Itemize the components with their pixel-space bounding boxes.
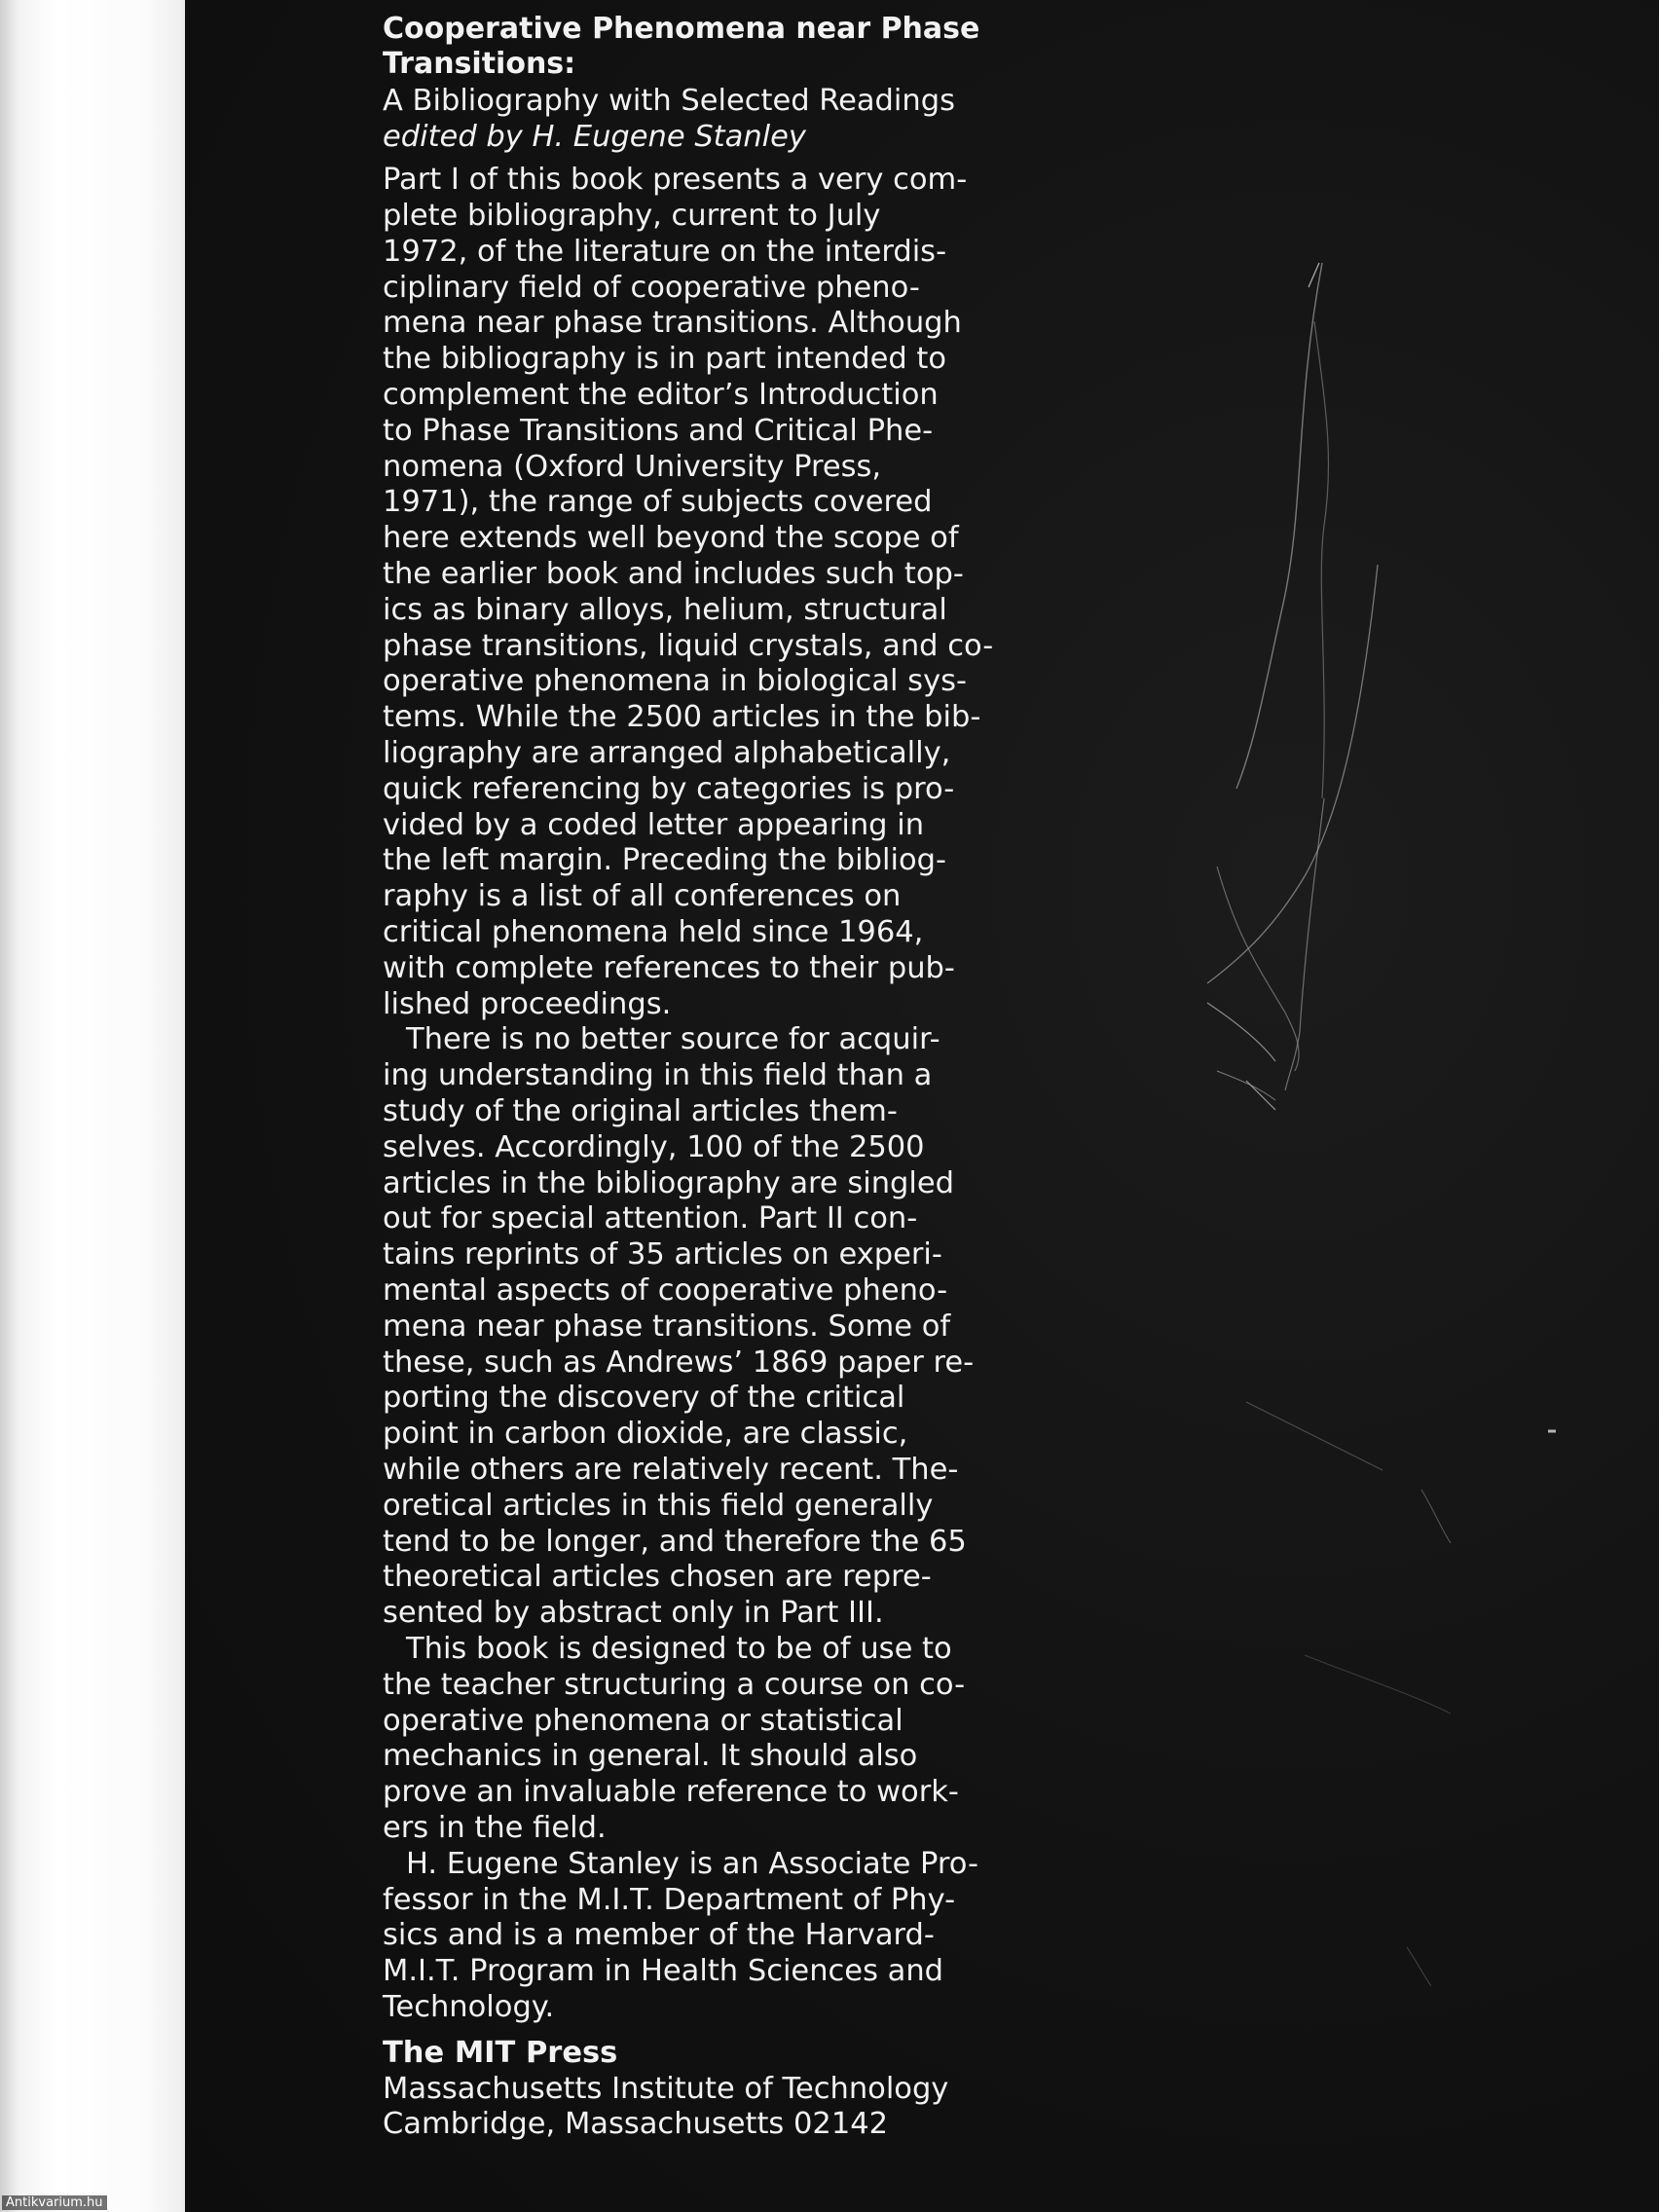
book-editor: edited by H. Eugene Stanley [383, 119, 806, 154]
publisher-address-line: Massachusetts Institute of Technology [383, 2071, 949, 2106]
publisher-block [383, 2036, 986, 2143]
publisher-name: The MIT Press [383, 2035, 618, 2070]
description-paragraph [383, 163, 994, 1022]
text-line: to Phase Transitions and Critical Phe- [383, 413, 934, 448]
text-line: the teacher structuring a course on co- [383, 1667, 966, 1702]
text-line: nomena (Oxford University Press, [383, 449, 882, 484]
text-line: ics as binary alloys, helium, structural [383, 592, 947, 627]
text-line: lished proceedings. [383, 986, 672, 1021]
text-line: H. Eugene Stanley is an Associate Pro- [406, 1846, 979, 1881]
text-line: selves. Accordingly, 100 of the 2500 [383, 1129, 925, 1164]
description-paragraph [383, 1022, 986, 1632]
text-line: prove an invaluable reference to work- [383, 1775, 959, 1810]
text-line: study of the original articles them- [383, 1094, 898, 1129]
text-line: ers in the field. [383, 1810, 607, 1845]
text-line: tems. While the 2500 articles in the bib- [383, 700, 981, 735]
text-line: the bibliography is in part intended to [383, 342, 947, 377]
text-line: out for special attention. Part II con- [383, 1201, 918, 1236]
publisher-address-line: Cambridge, Massachusetts 02142 [383, 2107, 889, 2142]
text-line: operative phenomena or statistical [383, 1703, 903, 1738]
text-line: mena near phase transitions. Some of [383, 1309, 951, 1344]
text-line: with complete references to their pub- [383, 950, 955, 985]
text-line: porting the discovery of the critical [383, 1381, 905, 1416]
text-line: quick referencing by categories is pro- [383, 771, 955, 806]
text-line: M.I.T. Program in Health Sciences and [383, 1954, 944, 1989]
text-line: these, such as Andrews’ 1869 paper re- [383, 1345, 975, 1380]
text-line: Part I of this book presents a very com- [383, 163, 968, 198]
text-line: mechanics in general. It should also [383, 1739, 918, 1774]
text-line: Technology. [383, 1989, 555, 2024]
book-title [383, 12, 986, 82]
text-line: articles in the bibliography are singled [383, 1165, 955, 1200]
text-line: complement the editor’s Introduction [383, 378, 939, 413]
author-bio-paragraph [383, 1847, 986, 2026]
text-line: There is no better source for acquir- [406, 1022, 940, 1057]
text-line: ciplinary field of cooperative pheno- [383, 270, 920, 305]
text-line: liography are arranged alphabetically, [383, 736, 951, 771]
back-cover-text [383, 12, 994, 2143]
page-spine [0, 0, 214, 2212]
text-line: oretical articles in this field generally [383, 1488, 934, 1523]
text-line: fessor in the M.I.T. Department of Phy- [383, 1882, 956, 1917]
text-line: the left margin. Preceding the bibliog- [383, 843, 946, 878]
text-line: here extends well beyond the scope of [383, 521, 959, 556]
text-line: 1971), the range of subjects covered [383, 485, 933, 520]
text-line: ing understanding in this field than a [383, 1058, 933, 1093]
text-line: the earlier book and includes such top- [383, 557, 964, 592]
text-line: phase transitions, liquid crystals, and co- [383, 628, 994, 663]
text-line: tains reprints of 35 articles on experi- [383, 1237, 942, 1272]
text-line: sented by abstract only in Part III. [383, 1596, 884, 1631]
text-line: operative phenomena in biological sys- [383, 664, 968, 699]
text-line: point in carbon dioxide, are classic, [383, 1417, 908, 1452]
title-line: Transitions: [383, 47, 576, 81]
text-line: tend to be longer, and therefore the 65 [383, 1524, 967, 1559]
text-line: critical phenomena held since 1964, [383, 915, 924, 950]
text-line: plete bibliography, current to July [383, 199, 881, 234]
text-line: theoretical articles chosen are repre- [383, 1560, 932, 1595]
text-line: while others are relatively recent. The- [383, 1452, 959, 1487]
book-subtitle: A Bibliography with Selected Readings [383, 84, 955, 118]
text-line: mental aspects of cooperative pheno- [383, 1273, 948, 1308]
text-line: sics and is a member of the Harvard- [383, 1918, 935, 1953]
text-line: This book is designed to be of use to [406, 1631, 952, 1666]
text-line: 1972, of the literature on the interdis- [383, 234, 947, 269]
text-line: mena near phase transitions. Although [383, 306, 962, 341]
watermark-text: Antikvarium.hu [2, 2195, 107, 2210]
description-paragraph [383, 1632, 986, 1847]
text-line: vided by a coded letter appearing in [383, 807, 925, 842]
title-line: Cooperative Phenomena near Phase [383, 12, 980, 46]
text-line: raphy is a list of all conferences on [383, 879, 902, 914]
